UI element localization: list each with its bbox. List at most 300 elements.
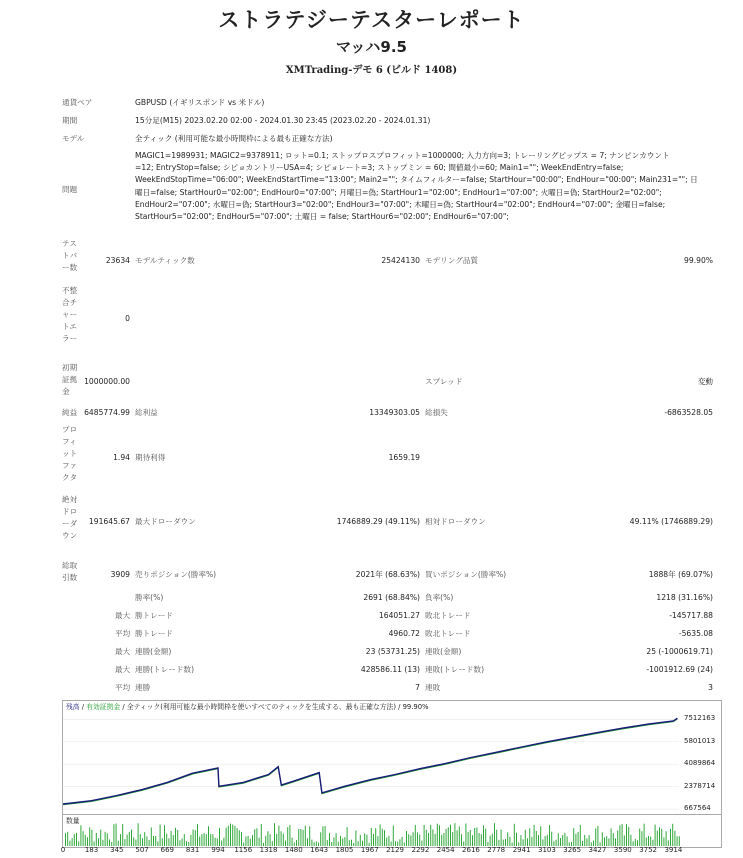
volume-bar [496,830,497,846]
quality-value: 99.90% [684,256,713,265]
volume-bar [122,824,123,846]
total-trades-label: 総取引数 [62,561,78,582]
volume-bar [116,824,117,846]
volume-bar [138,823,139,846]
volume-bar [300,829,301,846]
net-profit-value: 6485774.99 [84,408,130,417]
x-tick-label: 2292 [411,846,430,854]
volume-bar [435,834,436,846]
loss-rate-value: 1218 (31.16%) [656,593,713,602]
x-tick-label: 2941 [512,846,531,854]
long-positions-value: 1888年 (69.07%) [648,570,713,579]
volume-bar [127,835,128,846]
volume-bar [358,841,359,846]
volume-bar [74,834,75,846]
volume-bar [417,832,418,846]
volume-bar [157,841,158,846]
y-tick-label: 4089864 [684,759,716,768]
bars-label: テストバー数 [62,239,78,272]
volume-bar [173,835,174,846]
volume-bar [558,833,559,846]
volume-bar [120,834,121,846]
broker-build: XMTrading-デモ 6 (ビルド 1408) [285,65,458,76]
volume-bar [87,837,88,846]
x-tick-label: 669 [160,846,175,854]
abs-drawdown-label: 絶対ドローダウン [62,495,78,540]
spread-label: スプレッド [425,377,463,386]
volume-bar [573,828,574,846]
volume-bar [457,830,458,846]
volume-bar [641,831,642,846]
volume-bar [208,826,209,846]
net-profit-label: 純益 [62,408,78,417]
x-tick-label: 831 [185,846,200,854]
win-rate-value: 2691 (68.84%) [363,593,420,602]
volume-bar [129,832,130,846]
volume-bar [366,835,367,846]
volume-bar [146,836,147,846]
volume-bar [283,834,284,846]
model-value: 全ティック (利用可能な最小時間枠による最も正確な方法) [135,134,333,143]
quality-label: モデリング品質 [425,256,479,265]
legend-rest: / 全ティック(利用可能な最小時間枠を使いすべてのティックを生成する、最も正確な方法) / 99.90% [120,703,429,711]
volume-bar [124,839,125,846]
volume-bar [113,824,114,846]
expected-payoff-label: 期待利得 [135,453,166,462]
volume-bar [514,824,515,846]
avg-prefix: 平均 [115,629,131,638]
volume-bar [441,835,442,846]
volume-bar [226,828,227,846]
parameters-text [135,150,720,223]
gross-loss-value: -6863528.05 [664,408,713,417]
bars-value: 23634 [105,256,130,265]
volume-bar [380,824,381,846]
volume-bar [595,828,596,846]
param-line: MAGIC1=1989931; MAGIC2=9378911; ロット=0.1; ストップロスプロフィット=1000000; 入力方向=3; トレーリングピップス = 7; ナンピンカウント [135,151,670,160]
volume-bar [292,838,293,846]
avg-cons-wins-value: 7 [415,683,420,692]
volume-bar [182,839,183,847]
volume-bar [78,841,79,846]
volume-bar [329,833,330,846]
volume-bar [248,836,249,846]
balance-chart [62,700,722,815]
volume-bar [452,832,453,846]
volume-bar [320,832,321,846]
x-tick-label: 2129 [386,846,404,854]
x-tick-label: 3590 [613,846,632,854]
volume-bar [375,828,376,846]
volume-bar [663,838,664,847]
volume-bar [604,837,605,846]
volume-bar [483,825,484,846]
volume-bar [501,830,502,847]
volume-bar [406,831,407,846]
volume-bar [309,826,310,846]
rel-drawdown-value: 49.11% (1746889.29) [629,517,713,526]
period-value: 15分足(M15) 2023.02.20 02:00 - 2024.01.30 23:45 (2023.02.20 - 2024.01.31) [135,116,431,125]
ea-name: マッハ9.5 [336,38,407,56]
volume-bar [384,830,385,846]
volume-bar [223,838,224,846]
mismatch-value: 0 [125,314,130,323]
volume-bar [261,824,262,846]
volume-bar [344,837,345,846]
volume-bar [615,838,616,846]
x-tick-label: 3103 [537,846,556,854]
volume-bar [520,835,521,846]
volume-bar [419,835,420,846]
volume-bar [399,839,400,846]
volume-bar [408,834,409,846]
volume-bar [67,832,68,846]
volume-bar [415,825,416,846]
x-tick-label: 1480 [284,846,303,854]
largest-loss-value: -145717.88 [669,611,713,620]
volume-bar [267,831,268,846]
volume-bar [494,823,495,846]
volume-bar [644,824,645,846]
volume-bar [428,833,429,846]
long-positions-label: 買いポジション(勝率%) [425,570,507,579]
gross-loss-label: 総損失 [425,408,448,417]
volume-bar [481,834,482,846]
volume-bar [144,832,145,846]
volume-bar [536,831,537,846]
volume-bar [184,834,185,846]
equity-line [63,719,677,805]
volume-bar [626,824,627,846]
param-line: =12; EntryStop=false; シピョカントリーUSA=4; シピョレート=3; ストップミン = 60; 間値最小=60; Main1=""; WeekEndEntry=false; [135,163,624,173]
period-label: 期間 [62,116,78,125]
volume-bar [347,827,348,846]
cons-profit-label: 連勝(トレード数) [135,665,195,674]
volume-bar [377,836,378,846]
volume-bar [199,837,200,847]
volume-bar [628,827,629,846]
volume-bar [166,834,167,846]
volume-bar [531,837,532,846]
short-positions-value: 2021年 (68.63%) [355,570,420,579]
params-label: 問題 [62,185,78,194]
volume-bar [89,827,90,846]
short-positions-label: 売りポジション(勝率%) [135,570,217,579]
volume-bar [153,836,154,846]
volume-bar [608,838,609,846]
cons-wins-label: 連勝(金額) [135,647,172,656]
volume-bar [666,831,667,846]
spread-value: 変動 [697,377,713,386]
volume-bar [633,841,634,846]
volume-bar [474,828,475,846]
volume-bar [551,832,552,846]
x-tick-label: 3265 [563,846,582,854]
max-prefix: 最大 [115,665,131,674]
volume-bar [388,836,389,846]
x-tick-label: 2616 [462,846,480,854]
volume-bar [529,828,530,846]
volume-chart-svg [63,815,721,847]
x-tick-label: 1318 [259,846,278,854]
symbol-label: 通貨ペア [62,98,93,107]
volume-bar [360,835,361,846]
volume-bar [505,839,506,846]
volume-bar [80,825,81,846]
largest-loss-label: 敗北トレード [425,611,471,620]
volume-bar [670,829,671,846]
volume-bar [648,836,649,846]
cons-wins-value: 23 (53731.25) [365,647,420,656]
volume-bar [303,830,304,846]
legend-equity: 有効証拠金 [86,703,121,711]
volume-bar [197,824,198,846]
volume-bar [219,828,220,846]
volume-bar [490,836,491,846]
avg-cons-wins-label: 連勝 [135,683,151,692]
param-line: StartHour5="02:00"; EndHour5="07:00"; 土曜日 = false; StartHour6="02:00"; EndHour6="07:00"; [135,212,509,222]
volume-bar [175,828,176,846]
volume-bar [270,834,271,846]
largest-win-label: 勝トレード [135,611,173,620]
volume-bar [168,838,169,846]
volume-bar [256,828,257,846]
volume-bar [580,825,581,846]
volume-bar [298,829,299,846]
symbol-value: GBPUSD (イギリスポンド vs 米ドル) [135,98,265,107]
ticks-label: モデルティック数 [135,256,195,265]
volume-bar [430,825,431,846]
volume-bar [674,831,675,846]
volume-bar [476,827,477,846]
balance-line [63,718,677,804]
volume-bar [606,836,607,846]
volume-bar [237,828,238,846]
volume-bar [230,824,231,846]
volume-bar [69,841,70,846]
volume-bar [245,837,246,847]
max-prefix: 最大 [115,647,131,656]
volume-bar [437,824,438,846]
volume-bar [439,825,440,846]
param-line: 曜日=false; StartHour0="02:00"; EndHour0="07:00"; 月曜日=偽; StartHour1="02:00"; EndHour1="07:00"; 火曜日=偽; StartHour2="02:00"; [135,187,662,197]
volume-bar [413,832,414,846]
volume-bar [91,830,92,846]
volume-bar [171,831,172,846]
volume-bar [527,838,528,846]
x-tick-label: 507 [135,846,149,854]
chart-legend: 残高 / 有効証拠金 / 全ティック(利用可能な最小時間枠を使いすべてのティックを生成する、最も正確な方法) / 99.90% [66,703,429,711]
volume-bar [177,830,178,846]
volume-bar [547,835,548,846]
y-tick-label: 7512163 [684,714,716,723]
volume-bar [274,823,275,846]
volume-bar [65,833,66,846]
volume-bar [212,834,213,846]
volume-bar [582,841,583,846]
volume-bar [190,835,191,846]
x-tick-label: 3914 [664,846,683,854]
volume-bar [545,836,546,846]
volume-bar [133,837,134,846]
max-prefix: 最大 [115,611,131,620]
volume-bar [575,834,576,846]
volume-label: 数量 [66,817,80,825]
avg-win-label: 勝トレード [135,629,173,638]
cons-losses-value: 25 (-1000619.71) [646,647,713,656]
volume-bar [661,829,662,846]
x-tick-label: 2778 [487,846,506,854]
rel-drawdown-label: 相対ドローダウン [425,517,486,526]
volume-bar [402,837,403,846]
volume-bar [465,824,466,847]
volume-bar [142,838,143,846]
volume-bar [549,825,550,846]
avg-prefix: 平均 [115,683,131,692]
volume-bar [102,840,103,846]
volume-bar [597,826,598,846]
volume-bar [342,838,343,846]
volume-bar [278,826,279,846]
volume-bar [331,842,332,846]
volume-bar [611,828,612,846]
volume-bar [410,836,411,847]
volume-bar [105,832,106,846]
volume-bar [382,829,383,846]
volume-bar [560,838,561,846]
volume-bar [492,834,493,846]
volume-bar [657,831,658,846]
volume-bar [193,829,194,846]
volume-bar [250,839,251,846]
volume-bar [252,835,253,846]
profit-factor-label: プロフィットファクタ [62,425,78,482]
volume-bar [85,835,86,846]
max-drawdown-value: 1746889.29 (49.11%) [336,517,420,526]
param-line: WeekEndStopTime="06:00"; WeekEndStartTime="13:00"; Main2=""; タイムフィルター=false; StartHour="00:00"; EndHour="00:00"; Main231=""; 日 [135,175,698,185]
loss-rate-label: 負率(%) [425,593,454,602]
volume-bar [432,829,433,846]
x-tick-label: 1156 [234,846,253,854]
volume-bar [624,835,625,846]
volume-bar [265,836,266,846]
x-tick-label: 1643 [310,846,329,854]
volume-bar [355,831,356,847]
volume-bar [567,836,568,846]
volume-bar [76,833,77,846]
cons-loss-value: -1001912.69 (24) [646,665,713,674]
volume-bar [162,838,163,846]
volume-bar [322,826,323,846]
volume-bar [386,838,387,846]
param-line: EndHour2="07:00"; 水曜日=偽; StartHour3="02:00"; EndHour3="07:00"; 木曜日=偽; StartHour4="02:00"; EndHour4="07:00"; 金曜日=false; [135,199,666,209]
legend-balance: 残高 [66,703,80,711]
avg-loss-label: 敗北トレード [425,629,471,638]
volume-bar [639,829,640,847]
volume-bar [479,833,480,846]
gross-profit-label: 総利益 [135,408,158,417]
x-tick-label: 1967 [360,846,379,854]
volume-bar [404,842,405,846]
volume-bar [468,832,469,846]
volume-bar [83,831,84,846]
volume-bar [140,834,141,846]
volume-bar [333,837,334,846]
volume-bar [507,832,508,846]
avg-win-value: 4960.72 [388,629,420,638]
volume-bar [281,831,282,846]
abs-drawdown-value: 191645.67 [88,517,130,526]
volume-bar [650,837,651,846]
expected-payoff-value: 1659.19 [388,453,420,462]
x-tick-label: 2454 [436,846,455,854]
volume-bar [613,833,614,846]
volume-bar [459,826,460,846]
volume-bar [589,835,590,846]
volume-bar [450,825,451,846]
volume-bar [677,836,678,846]
x-tick-label: 994 [211,846,225,854]
volume-bar [540,826,541,846]
max-drawdown-label: 最大ドローダウン [135,517,196,526]
volume-bar [217,838,218,846]
volume-bar [523,839,524,846]
ticks-value: 25424130 [381,256,420,265]
report-title: ストラテジーテスターレポート [218,8,525,32]
volume-bar [289,825,290,846]
volume-bar [340,836,341,846]
volume-bar [371,828,372,846]
volume-bar [393,825,394,846]
cons-losses-label: 連敗(金額) [425,647,462,656]
volume-bar [149,840,150,846]
x-tick-label: 345 [110,846,124,854]
volume-bar [672,824,673,846]
volume-bar [461,834,462,846]
volume-bar [426,830,427,846]
volume-bar [525,830,526,846]
volume-bar [578,832,579,846]
x-tick-label: 0 [60,846,66,854]
volume-bar [287,827,288,846]
volume-bar [617,830,618,846]
volume-bar [470,830,471,846]
volume-bar [424,825,425,846]
deposit-value: 1000000.00 [84,377,130,386]
volume-bar [72,838,73,846]
volume-bar [509,837,510,846]
volume-bar [564,833,565,846]
total-trades-value: 3909 [110,570,130,579]
volume-bar [100,830,101,846]
volume-bar [210,834,211,846]
volume-bar [151,828,152,847]
volume-bar [516,833,517,846]
volume-bar [131,830,132,846]
x-tick-label: 3752 [639,846,658,854]
volume-bar [96,833,97,846]
y-tick-label: 5801013 [684,736,716,745]
volume-bar [373,834,374,846]
volume-chart [62,814,722,848]
volume-bar [164,825,165,846]
volume-bar [655,825,656,846]
volume-bar [562,835,563,846]
largest-win-value: 164051.27 [378,611,420,620]
volume-bar [584,835,585,846]
volume-bar [307,838,308,846]
volume-bar [630,835,631,846]
